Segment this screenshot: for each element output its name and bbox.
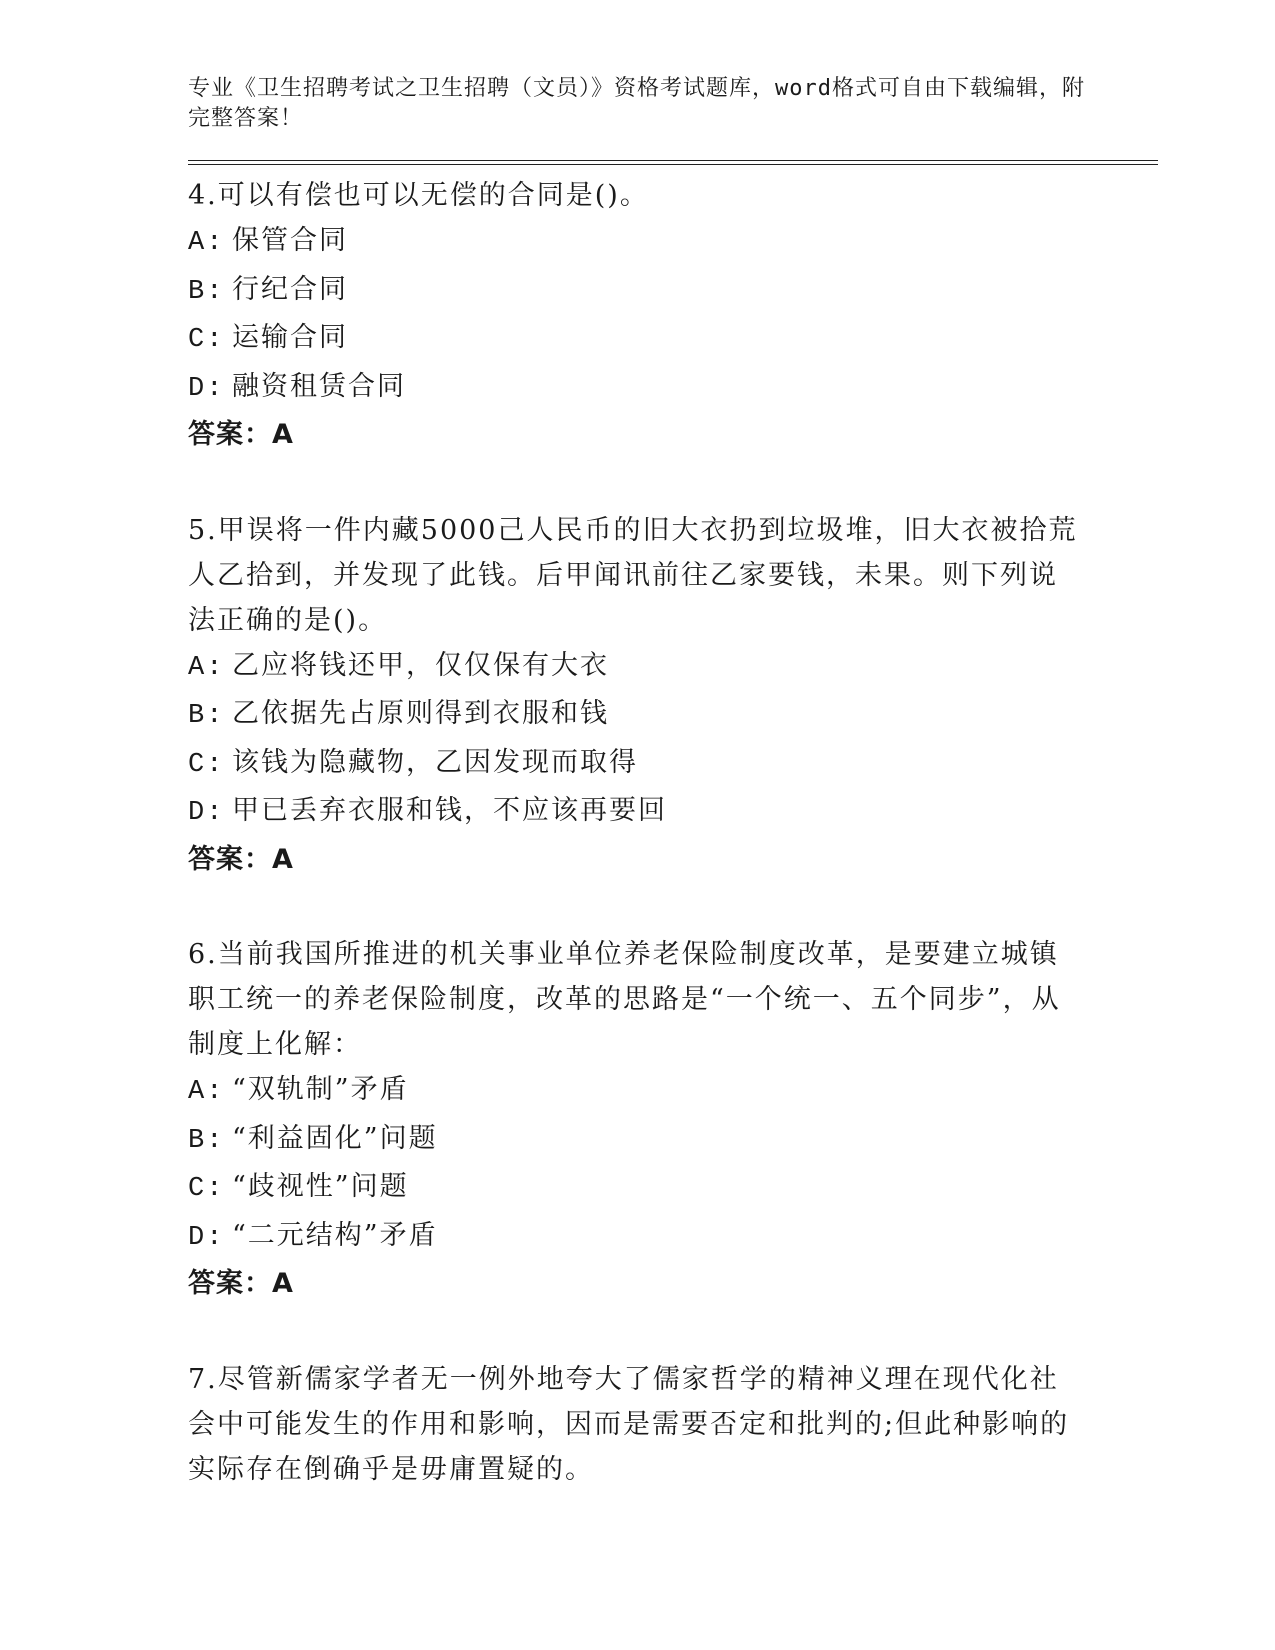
option-text: “双轨制”矛盾 (232, 1074, 409, 1105)
option-a (188, 218, 1158, 267)
option-letter: A: (188, 652, 225, 683)
option-d (188, 1213, 1158, 1262)
option-text: 保管合同 (232, 225, 348, 256)
option-a (188, 643, 1158, 692)
option-b (188, 1116, 1158, 1165)
option-text: 行纪合同 (232, 273, 348, 305)
option-letter: A: (188, 1077, 225, 1107)
option-c (188, 740, 1158, 789)
option-letter: D: (188, 1222, 225, 1253)
option-text: 该钱为隐藏物，乙因发现而取得 (232, 746, 638, 778)
answer: 答案：A (188, 419, 294, 450)
option-b (188, 691, 1158, 740)
option-letter: B: (188, 1125, 225, 1156)
option-letter: C: (188, 1174, 225, 1204)
document-header: 专业《卫生招聘考试之卫生招聘（文员）》资格考试题库，word格式可自由下载编辑，附完整答案！ (188, 76, 1085, 131)
option-text: “歧视性”问题 (232, 1171, 409, 1202)
option-letter: B: (188, 276, 225, 307)
option-d (188, 364, 1158, 413)
answer: 答案：A (188, 1268, 294, 1299)
header-divider (188, 160, 1158, 165)
option-letter: D: (188, 373, 225, 404)
answer: 答案：A (188, 843, 294, 875)
option-text: 乙应将钱还甲，仅仅保有大衣 (232, 649, 609, 681)
option-text: 运输合同 (232, 322, 348, 353)
option-c (188, 315, 1158, 364)
option-d (188, 788, 1158, 837)
question-7 (188, 1357, 1158, 1492)
option-c (188, 1164, 1158, 1213)
option-b (188, 267, 1158, 316)
question-stem: 7.尽管新儒家学者无一例外地夸大了儒家哲学的精神义理在现代化社会中可能发生的作用和影响，因而是需要否定和批判的;但此种影响的实际存在倒确乎是毋庸置疑的。 (188, 1363, 1070, 1485)
option-letter: D: (188, 798, 225, 828)
option-text: “利益固化”问题 (232, 1122, 438, 1154)
option-text: 融资租赁合同 (232, 370, 406, 402)
option-letter: C: (188, 325, 225, 355)
option-text: 甲已丢弃衣服和钱，不应该再要回 (232, 795, 667, 826)
option-text: 乙依据先占原则得到衣服和钱 (232, 698, 609, 729)
question-stem: 4.可以有偿也可以无偿的合同是()。 (188, 180, 649, 211)
question-stem: 6.当前我国所推进的机关事业单位养老保险制度改革，是要建立城镇职工统一的养老保险制度，改革的思路是“一个统一、五个同步”，从制度上化解： (188, 939, 1061, 1060)
document-page (188, 74, 1158, 1492)
question-4 (188, 173, 1158, 458)
question-5 (188, 508, 1158, 883)
option-letter: C: (188, 749, 225, 780)
option-a (188, 1067, 1158, 1116)
question-6 (188, 932, 1158, 1307)
question-stem: 5.甲误将一件内藏5000己人民币的旧大衣扔到垃圾堆，旧大衣被拾荒人乙拾到，并发现了此钱。后甲闻讯前往乙家要钱，未果。则下列说法正确的是()。 (188, 514, 1078, 636)
option-text: “二元结构”矛盾 (232, 1219, 438, 1251)
option-letter: A: (188, 228, 225, 258)
option-letter: B: (188, 701, 225, 731)
